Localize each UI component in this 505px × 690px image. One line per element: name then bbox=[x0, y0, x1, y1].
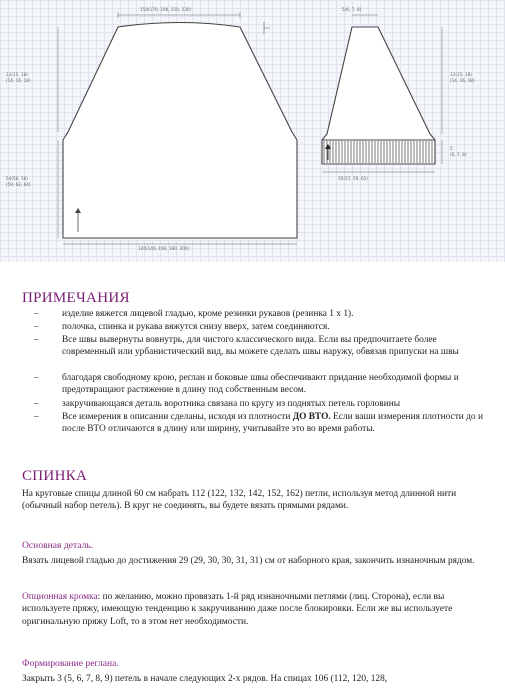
optional-edge bbox=[22, 591, 492, 628]
dim-label-cuff-2: (6, 7, 8) bbox=[450, 152, 467, 157]
dim-label-sleeve-bottom: 55(57, 59, 61) bbox=[338, 176, 368, 181]
schematic-diagram bbox=[0, 0, 505, 262]
spinka-heading: СПИНКА bbox=[22, 468, 88, 484]
spinka-intro: На круговые спицы длиной 60 см набрать 112 (122, 132, 142, 152, 162) петли, используя метод длинной нити (обычный набор петель). В круг не соединять, вы будете вязать прямыми рядами. bbox=[22, 489, 457, 512]
dim-label-sleeve-side: 12(15, 18) bbox=[450, 72, 472, 77]
notes-heading: ПРИМЕЧАНИЯ bbox=[22, 290, 130, 306]
dim-label-body-bottom: 120(140, 160, 180, 200) bbox=[138, 246, 190, 251]
optional-edge-label: Опционная кромка bbox=[22, 592, 98, 602]
optional-edge-text: : по желанию, можно провязать 1-й ряд изнаночными петлями (лиц. Сторона), если вы используете пряжу, имеющую тенденцию к закручиванию даже после блокировки. Если же вы используете оригинальную пряжу Loft, то в этом нет необходимости. bbox=[22, 592, 453, 627]
dim-label-cuff: 5 bbox=[450, 146, 453, 151]
dim-label-body-side-upper-2: (14, 16, 18) bbox=[6, 78, 31, 83]
notes-item: – закручивающаяся деталь воротника связана по кругу из поднятых петель горловины bbox=[34, 398, 484, 411]
marker-icon bbox=[264, 22, 270, 34]
notes-item: – полочка, спинка и рукава вяжутся снизу вверх, затем соединяются. bbox=[34, 321, 484, 334]
bto-strong: ДО ВТО. bbox=[292, 412, 331, 422]
dim-label-body-top: 150(170, 190, 210, 230) bbox=[140, 7, 192, 12]
notes-item-text: полочка, спинка и рукава вяжутся снизу вверх, затем соединяются. bbox=[62, 322, 330, 332]
raglan-heading: Формирование реглана. bbox=[22, 658, 119, 669]
dim-label-body-side-lower-2: (59, 62, 64) bbox=[6, 182, 31, 187]
notes-item: – Все измерения в описании сделаны, исходя из плотности ДО ВТО. Если ваши измерения плотности до и после ВТО отличаются в длину или ширину, учитывайте это во время работы. bbox=[34, 411, 484, 449]
body-outline bbox=[63, 23, 297, 239]
dim-label-body-side-lower: 54(56, 58) bbox=[6, 176, 28, 181]
notes-item: – изделие вяжется лицевой гладью, кроме резинки рукавов (резинка 1 х 1). bbox=[34, 308, 484, 321]
notes-item-text: закручивающаяся деталь воротника связана по кругу из поднятых петель горловины bbox=[62, 399, 401, 409]
notes-item: – благодаря свободному крою, реглан и боковые швы обеспечивают придание необходимой формы и предотвращают растяжение в длину под собственным весом. bbox=[34, 372, 484, 398]
raglan-text: Закрыть 3 (5, 6, 7, 8, 9) петель в начале следующих 2-х рядов. На спицах 106 (112, 120, 128, bbox=[22, 674, 388, 684]
dim-label-body-side-upper: 12(15, 18) bbox=[6, 72, 28, 77]
notes-item: – Все швы вывернуты вовнутрь, для чистого классического вида. Если вы предпочитаете более современный или урбанистический вид, вы можете сделать швы наружу, обвязав припуски на швы bbox=[34, 334, 484, 372]
notes-item-text: Все измерения в описании сделаны, исходя из плотности ДО ВТО. Если ваши измерения плотности до и после ВТО отличаются в длину или ширину, учитывайте это во время работы. bbox=[62, 412, 483, 435]
notes-item-text: изделие вяжется лицевой гладью, кроме резинки рукавов (резинка 1 х 1). bbox=[62, 309, 354, 319]
main-part-heading: Основная деталь. bbox=[22, 540, 94, 551]
notes-item-text: благодаря свободному крою, реглан и боковые швы обеспечивают придание необходимой формы и предотвращают растяжение в длину под собственным весом. bbox=[62, 373, 459, 396]
dim-label-sleeve-top: 5(6, 7, 8) bbox=[342, 7, 362, 12]
main-part-text: Вязать лицевой гладью до достижения 29 (29, 30, 30, 31, 31) см от наборного края, закончить изнаночным рядом. bbox=[22, 556, 475, 566]
dim-label-sleeve-side-2: (14, 16, 18) bbox=[450, 78, 475, 83]
notes-item-text: Все швы вывернуты вовнутрь, для чистого классического вида. Если вы предпочитаете более современный или урбанистический вид, вы можете сделать швы наружу, обвязав припуски на швы bbox=[62, 335, 459, 358]
schematic-svg bbox=[0, 0, 505, 262]
